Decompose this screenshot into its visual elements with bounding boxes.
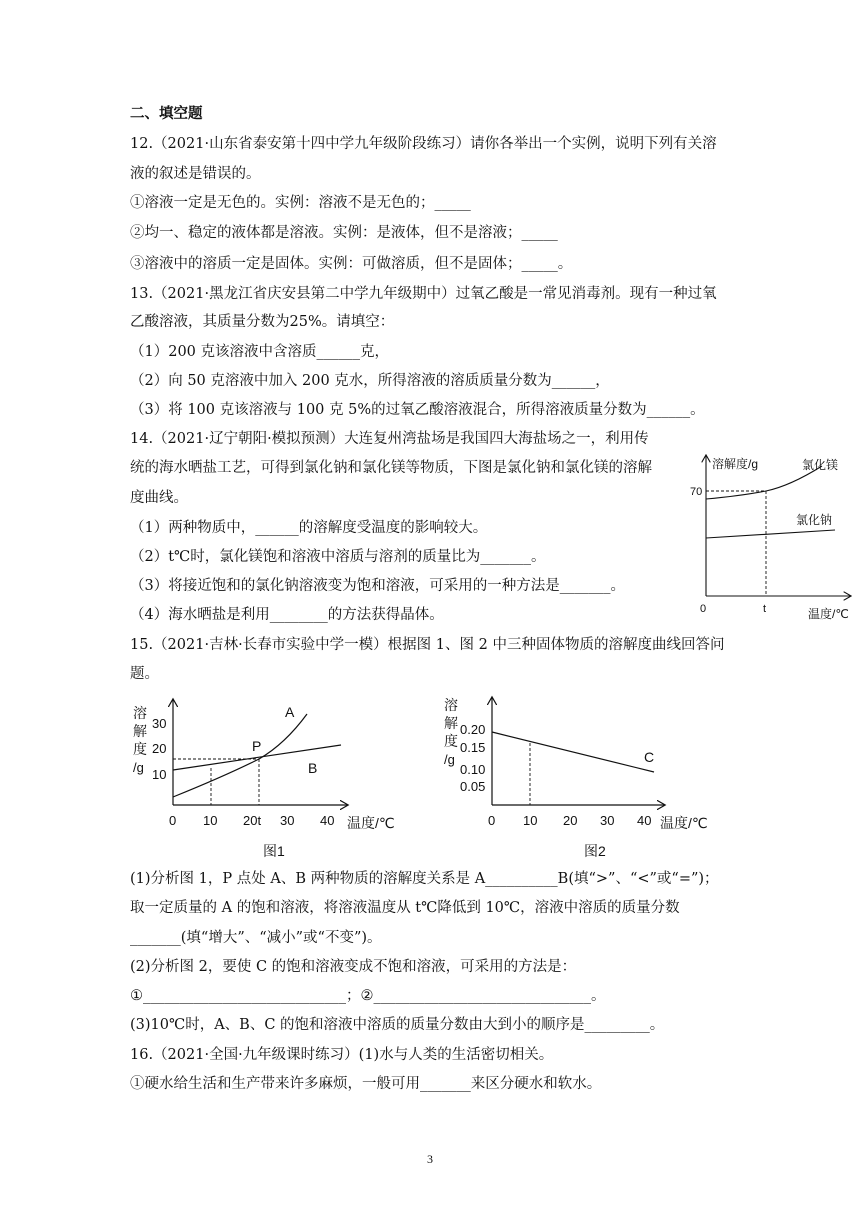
- page-number: 3: [427, 1152, 433, 1166]
- y-tick-0-05: 0.05: [460, 779, 486, 794]
- question-text-line: ③溶液中的溶质一定是固体。实例：可做溶质，但不是固体；_____。: [130, 256, 573, 272]
- x-tick-30: 30: [280, 813, 295, 828]
- section-title: 二、填空题: [130, 105, 203, 122]
- question-text-line: 乙酸溶液，其质量分数为25%。请填空：: [130, 314, 395, 330]
- question-text-line: 16.（2021·全国·九年级课时练习）(1)水与人类的生活密切相关。: [130, 1047, 554, 1063]
- y-axis-label-char: 度: [133, 741, 147, 757]
- y-axis-label-char: 解: [444, 715, 458, 731]
- question-text-line: （3）将 100 克该溶液与 100 克 5%的过氧乙酸溶液混合，所得溶液质量分数为______。: [130, 402, 705, 418]
- question-text-line: (2)分析图 2，要使 C 的饱和溶液变成不饱和溶液，可采用的方法是：: [130, 959, 577, 975]
- y-tick-30: 30: [152, 716, 167, 731]
- y-tick-20: 20: [152, 741, 167, 756]
- question-text-line: （3）将接近饱和的氯化钠溶液变为饱和溶液，可采用的一种方法是_______。: [130, 578, 625, 594]
- mgcl2-label: 氯化镁: [802, 458, 839, 472]
- question-text-line: （4）海水晒盐是利用________的方法获得晶体。: [130, 607, 444, 623]
- solubility-figure-q14: [680, 452, 855, 624]
- question-text-line: 度曲线。: [130, 490, 188, 506]
- x-tick-0: 0: [488, 813, 496, 828]
- label-p: P: [252, 738, 262, 754]
- nacl-label: 氯化钠: [796, 513, 833, 527]
- question-text-line: _______(填“增大”、“减小”或“不变”)。: [130, 930, 382, 946]
- question-text-line: 液的叙述是错误的。: [130, 166, 261, 182]
- question-text-line: (1)分析图 1，P 点处 A、B 两种物质的溶解度关系是 A__________B(填“>”、“<”或“=”)；: [130, 871, 719, 887]
- question-text-line: ①____________________________；②______________________________。: [130, 988, 606, 1004]
- x-tick-40: 40: [637, 813, 652, 828]
- y-tick-0-15: 0.15: [460, 740, 486, 755]
- x-tick-10: 10: [203, 813, 218, 828]
- label-c: C: [644, 749, 655, 765]
- x-tick-40: 40: [320, 813, 335, 828]
- question-text-line: （1）200 克该溶液中含溶质______克，: [130, 344, 390, 360]
- question-text-line: （2）t℃时，氯化镁饱和溶液中溶质与溶剂的质量比为_______。: [130, 549, 546, 565]
- question-text-line: 12.（2021·山东省泰安第十四中学九年级阶段练习）请你各举出一个实例，说明下列有关溶: [130, 136, 717, 152]
- question-text-line: ①硬水给生活和生产带来许多麻烦，一般可用_______来区分硬水和软水。: [130, 1076, 602, 1092]
- question-text-line: ①溶液一定是无色的。实例：溶液不是无色的；_____: [130, 195, 471, 211]
- y-tick-0-20: 0.20: [460, 722, 486, 737]
- y-tick-0-10: 0.10: [460, 762, 486, 777]
- question-text-line: 13.（2021·黑龙江省庆安县第二中学九年级期中）过氧乙酸是一常见消毒剂。现有一种过氧: [130, 286, 717, 302]
- y-axis-label: 溶解度/g: [712, 457, 759, 471]
- label-b: B: [308, 760, 318, 776]
- x-tick-20: 20: [563, 813, 578, 828]
- question-text-line: 15.（2021·吉林·长春市实验中学一模）根据图 1、图 2 中三种固体物质的溶解度曲线回答问: [130, 637, 725, 653]
- solubility-figure-1: [125, 696, 395, 862]
- x-tick-0: 0: [169, 813, 177, 828]
- label-a: A: [285, 704, 295, 720]
- origin-label: 0: [700, 603, 707, 615]
- question-text-line: ②均一、稳定的液体都是溶液。实例：是液体，但不是溶液；_____: [130, 225, 558, 241]
- y-axis-label-char: /g: [444, 752, 455, 767]
- question-text-line: 统的海水晒盐工艺，可得到氯化钠和氯化镁等物质，下图是氯化钠和氯化镁的溶解: [130, 460, 652, 476]
- question-text-line: 14.（2021·辽宁朝阳·模拟预测）大连复州湾盐场是我国四大海盐场之一，利用传: [130, 431, 649, 447]
- y-axis-label-char: 解: [133, 723, 147, 739]
- curve-c: [492, 732, 654, 772]
- y-axis-label-char: 溶: [444, 697, 458, 713]
- y-tick-10: 10: [152, 767, 167, 782]
- x-tick-30: 30: [600, 813, 615, 828]
- question-text-line: (3)10℃时，A、B、C 的饱和溶液中溶质的质量分数由大到小的顺序是_________。: [130, 1017, 665, 1033]
- x-tick-20t: 20t: [243, 813, 262, 828]
- question-text-line: 题。: [130, 666, 159, 682]
- solubility-figure-2: [438, 690, 718, 862]
- curve-a: [173, 714, 307, 797]
- x-tick-t: t: [763, 603, 767, 615]
- y-axis-label-char: 度: [444, 733, 458, 749]
- figure-caption: 图1: [263, 843, 285, 859]
- question-text-line: （2）向 50 克溶液中加入 200 克水，所得溶液的溶质质量分数为______，: [130, 373, 610, 389]
- y-axis-label-char: 溶: [133, 705, 147, 721]
- y-axis-label-char: /g: [133, 760, 144, 775]
- x-axis-label: 温度/℃: [808, 607, 849, 621]
- x-axis-label: 温度/℃: [660, 815, 708, 831]
- figure-caption: 图2: [584, 843, 606, 859]
- y-tick-70: 70: [690, 486, 703, 498]
- nacl-line: [706, 530, 835, 538]
- x-axis-label: 温度/℃: [347, 815, 395, 831]
- x-tick-10: 10: [523, 813, 538, 828]
- question-text-line: 取一定质量的 A 的饱和溶液，将溶液温度从 t℃降低到 10℃，溶液中溶质的质量分数: [130, 900, 680, 916]
- question-text-line: （1）两种物质中，______的溶解度受温度的影响较大。: [130, 520, 488, 536]
